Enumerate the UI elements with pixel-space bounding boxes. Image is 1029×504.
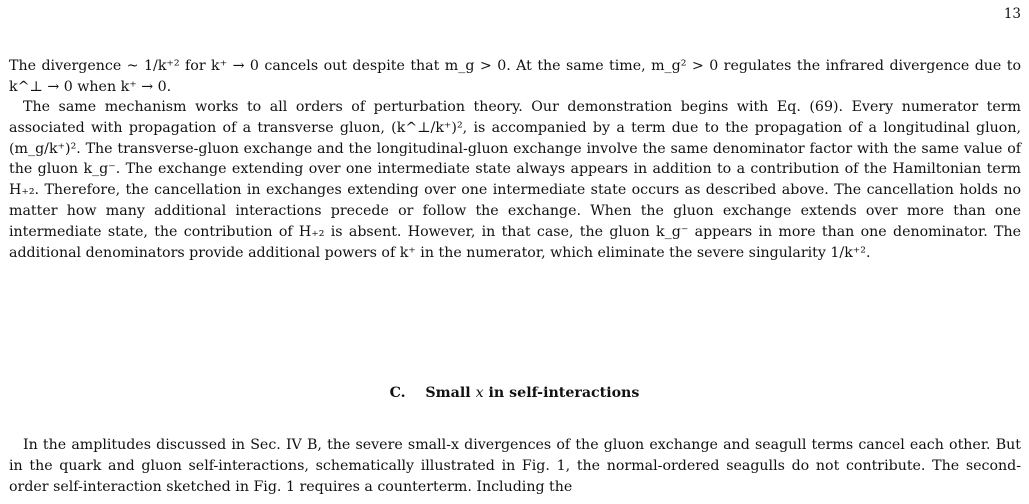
section-title-end: in self-interactions [488,385,640,401]
section-label: C. [389,385,406,401]
paragraph-text: In the amplitudes discussed in Sec. IV B, the severe small-x divergences of the gluon exchange and seagull terms cancel each other. But in the quark and gluon self-interactions, schematically illustrated in Fig. 1, the normal-ordered seagulls do not contribute. The second-order self-interaction sketched in Fig. 1 requires a counterterm. Including the [9,437,1021,495]
paragraph-all-orders-mechanism [9,97,1021,263]
section-title-variable: x [475,385,484,401]
paragraph-self-interactions [9,435,1021,497]
page-number: 13 [1003,6,1021,22]
section-title-start: Small [425,385,471,401]
paragraph-text: The same mechanism works to all orders of perturbation theory. Our demonstration begins with Eq. (69). Every numerator term associated with propagation of a transverse gluon, (k^⊥/k⁺)², is accompanied by a term due to the propagation of a longitudinal gluon, (m_g/k⁺)². The transverse-gluon exchange and the longitudinal-gluon exchange involve the same denominator factor with the same value of the gluon k_g⁻. The exchange extending over one intermediate state always appears in addition to a contribution of the Hamiltonian term H₊₂. Therefore, the cancellation in exchanges extending over one intermediate state occurs as described above. The cancellation holds no matter how many additional interactions precede or follow the exchange. When the gluon exchange extends over more than one intermediate state, the contribution of H₊₂ is absent. However, in that case, the gluon k_g⁻ appears in more than one denominator. The additional denominators provide additional powers of k⁺ in the numerator, which eliminate the severe singularity 1/k⁺². [9,99,1021,261]
section-heading [0,383,1029,403]
paragraph-text: The divergence ~ 1/k⁺² for k⁺ → 0 cancels out despite that m_g > 0. At the same time, m_g² > 0 regulates the infrared divergence due to k^⊥ → 0 when k⁺ → 0. [9,58,1021,95]
paragraph-divergence-cancellation [9,56,1021,98]
